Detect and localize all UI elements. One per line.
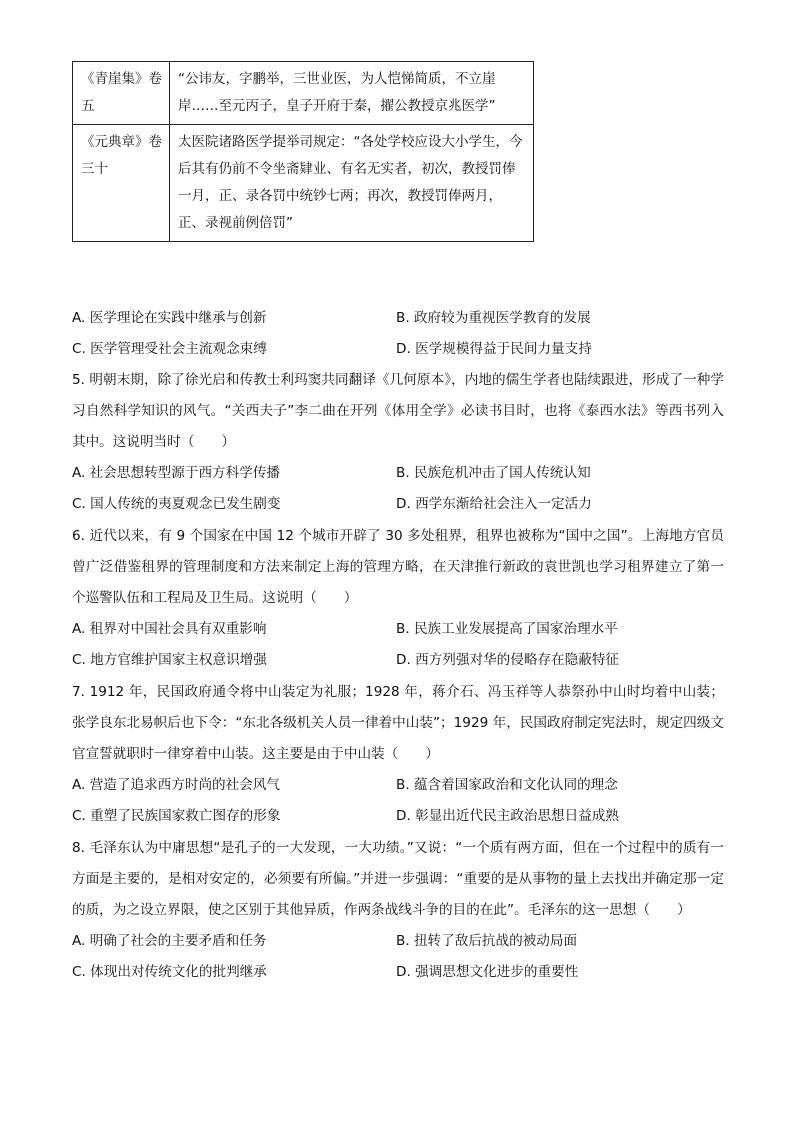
q4-option-b[interactable]: B. 政府较为重视医学教育的发展 (396, 310, 591, 326)
q6-options-row-1 (72, 614, 724, 645)
source-cell: 《青崖集》卷五 (73, 62, 170, 125)
q6-options-row-2 (72, 645, 724, 676)
content-cell: “公讳友，字鹏举，三世业医，为人恺悌简质，不立崖岸……至元丙子，皇子开府于秦，擢公教授京兆医学” (170, 62, 534, 125)
question-stem: 7. 1912 年，民国政府通令将中山装定为礼服；1928 年，蒋介石、冯玉祥等人恭祭孙中山时均着中山装；张学良东北易帜后也下令：“东北各级机关人员一律着中山装”；1929 年，民国政府制定宪法时，规定四级文官宣誓就职时一律穿着中山装。这主要是由于中山装（ ） (72, 684, 724, 762)
source-cell: 《元典章》卷三十 (73, 125, 170, 242)
q5-option-b[interactable]: B. 民族危机冲击了国人传统认知 (396, 465, 591, 481)
question-7 (72, 677, 724, 832)
q4-options-row-1 (72, 303, 724, 334)
q4-options-row-2 (72, 334, 724, 365)
question-stem: 6. 近代以来，有 9 个国家在中国 12 个城市开辟了 30 多处租界，租界也被称为“国中之国”。上海地方官员曾广泛借鉴租界的管理制度和方法来制定上海的管理方略，在天津推行新政的袁世凯也学习租界建立了第一个巡警队伍和工程局及卫生局。这说明（ ） (72, 528, 724, 606)
q5-option-d[interactable]: D. 西学东渐给社会注入一定活力 (396, 496, 592, 512)
q5-option-c[interactable]: C. 国人传统的夷夏观念已发生剧变 (72, 496, 281, 512)
q8-option-a[interactable]: A. 明确了社会的主要矛盾和任务 (72, 933, 267, 949)
q7-options-row-1 (72, 770, 724, 801)
q5-options-row-1 (72, 458, 724, 489)
q6-option-c[interactable]: C. 地方官维护国家主权意识增强 (72, 652, 267, 668)
q6-option-b[interactable]: B. 民族工业发展提高了国家治理水平 (396, 621, 618, 637)
question-stem: 8. 毛泽东认为中庸思想“是孔子的一大发现，一大功绩。”又说：“一个质有两方面，但在一个过程中的质有一方面是主要的，是相对安定的，必须要有所偏。”并进一步强调：“重要的是从事物的量上去找出并确定那一定的质，为之设立界限，使之区别于其他异质，作两条战线斗争的目的在此”。毛泽东的这一思想（ ） (72, 840, 724, 918)
q8-options-row-2 (72, 957, 724, 988)
q4-option-c[interactable]: C. 医学管理受社会主流观念束缚 (72, 341, 267, 357)
q8-option-d[interactable]: D. 强调思想文化进步的重要性 (396, 964, 579, 980)
q7-option-a[interactable]: A. 营造了追求西方时尚的社会风气 (72, 777, 281, 793)
table-row (73, 125, 534, 242)
question-6 (72, 521, 724, 676)
source-table (72, 61, 534, 242)
q5-option-a[interactable]: A. 社会思想转型源于西方科学传播 (72, 465, 281, 481)
q4-option-a[interactable]: A. 医学理论在实践中继承与创新 (72, 310, 267, 326)
question-stem: 5. 明朝末期，除了徐光启和传教士利玛窦共同翻译《几何原本》，内地的儒生学者也陆续跟进，形成了一种学习自然科学知识的风气。“关西夫子”李二曲在开列《体用全学》必读书目时，也将《泰西水法》等西书列入其中。这说明当时（ ） (72, 372, 724, 450)
q8-option-c[interactable]: C. 体现出对传统文化的批判继承 (72, 964, 267, 980)
q8-options-row-1 (72, 926, 724, 957)
q6-option-d[interactable]: D. 西方列强对华的侵略存在隐蔽特征 (396, 652, 620, 668)
q7-option-d[interactable]: D. 彰显出近代民主政治思想日益成熟 (396, 808, 620, 824)
q7-option-b[interactable]: B. 蕴含着国家政治和文化认同的理念 (396, 777, 618, 793)
content-cell: 太医院诸路医学提举司规定：“各处学校应设大小学生，今后其有仍前不令坐斋肄业、有名无实者，初次，教授罚俸一月，正、录各罚中统钞七两；再次，教授罚俸两月，正、录视前例倍罚” (170, 125, 534, 242)
q5-options-row-2 (72, 489, 724, 520)
q8-option-b[interactable]: B. 扭转了敌后抗战的被动局面 (396, 933, 578, 949)
q7-options-row-2 (72, 801, 724, 832)
q7-option-c[interactable]: C. 重塑了民族国家救亡图存的形象 (72, 808, 281, 824)
q6-option-a[interactable]: A. 租界对中国社会具有双重影响 (72, 621, 267, 637)
table-row (73, 62, 534, 125)
question-5 (72, 365, 724, 520)
question-8 (72, 833, 724, 988)
q4-option-d[interactable]: D. 医学规模得益于民间力量支持 (396, 341, 592, 357)
